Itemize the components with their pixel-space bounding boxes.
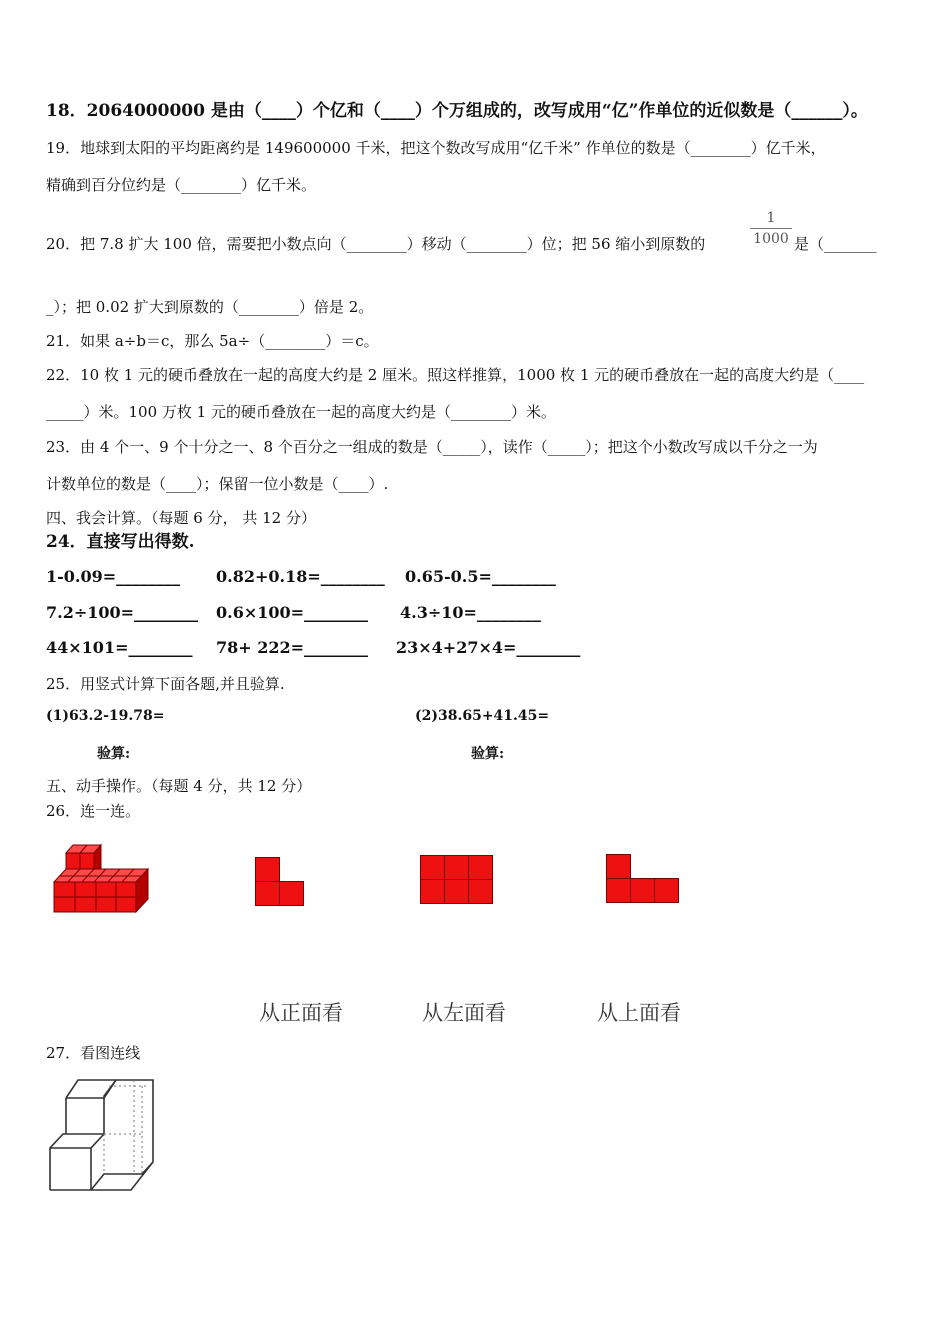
question-24: 24．直接写出得数.: [46, 532, 195, 552]
calc-item: 78+ 222=________: [216, 638, 369, 657]
question-23-line-2: 计数单位的数是（____）；保留一位小数是（____）.: [46, 475, 389, 493]
calc-item: 0.65-0.5=________: [405, 567, 556, 586]
fraction-one-thousandth: [750, 208, 792, 249]
cube-solid-figure: [52, 842, 152, 922]
question-23-line-1: 23．由 4 个一、9 个十分之一、8 个百分之一组成的数是（_____），读作（_____）；把这个小数改写成以千分之一为: [46, 438, 818, 456]
fraction-denominator: 1000: [753, 231, 789, 247]
left-view-shape: [420, 855, 494, 905]
wireframe-solid-figure: [46, 1076, 156, 1192]
view-label-top: 从上面看: [597, 1001, 681, 1025]
calc-item: 0.6×100=________: [216, 603, 369, 622]
question-18: 18．2064000000 是由（____）个亿和（____）个万组成的，改写成用“亿”作单位的近似数是（______）。: [46, 101, 868, 121]
question-22-line-2: _____）米。100 万枚 1 元的硬币叠放在一起的高度大约是（________）米。: [46, 403, 556, 421]
question-27: 27．看图连线: [46, 1044, 141, 1062]
question-25: 25．用竖式计算下面各题,并且验算.: [46, 675, 285, 693]
calc-item: 4.3÷10=________: [400, 603, 541, 622]
section-5-heading: 五、动手操作。（每题 4 分，共 12 分）: [46, 777, 312, 795]
front-view-shape: [255, 857, 305, 907]
calc-item: 0.82+0.18=________: [216, 567, 385, 586]
q25-part-1: (1)63.2-19.78=: [46, 708, 165, 724]
view-label-left: 从左面看: [422, 1001, 506, 1025]
calc-item: 7.2÷100=________: [46, 603, 199, 622]
top-view-shape: [606, 854, 680, 904]
question-26: 26．连一连。: [46, 802, 141, 820]
question-20-line-1-tail: 是（_______: [794, 235, 877, 253]
question-19-line-2: 精确到百分位约是（________）亿千米。: [46, 176, 317, 194]
section-4-heading: 四、我会计算。（每题 6 分， 共 12 分）: [46, 509, 316, 527]
verify-label-1: 验算:: [97, 746, 131, 762]
q25-part-2: (2)38.65+41.45=: [415, 708, 550, 724]
calc-item: 44×101=________: [46, 638, 193, 657]
verify-label-2: 验算:: [471, 746, 505, 762]
calc-item: 1-0.09=________: [46, 567, 181, 586]
question-20-line-1: 20．把 7.8 扩大 100 倍，需要把小数点向（________）移动（________）位；把 56 缩小到原数的: [46, 235, 706, 253]
fraction-numerator: 1: [750, 208, 792, 229]
calc-item: 23×4+27×4=________: [396, 638, 581, 657]
question-20-line-2: _）；把 0.02 扩大到原数的（________）倍是 2。: [46, 298, 374, 316]
question-22-line-1: 22．10 枚 1 元的硬币叠放在一起的高度大约是 2 厘米。照这样推算，1000 枚 1 元的硬币叠放在一起的高度大约是（____: [46, 366, 865, 384]
view-label-front: 从正面看: [259, 1001, 343, 1025]
question-19-line-1: 19．地球到太阳的平均距离约是 149600000 千米，把这个数改写成用“亿千米” 作单位的数是（________）亿千米，: [46, 139, 826, 157]
question-21: 21．如果 a÷b＝c，那么 5a÷（________）＝c。: [46, 332, 379, 350]
